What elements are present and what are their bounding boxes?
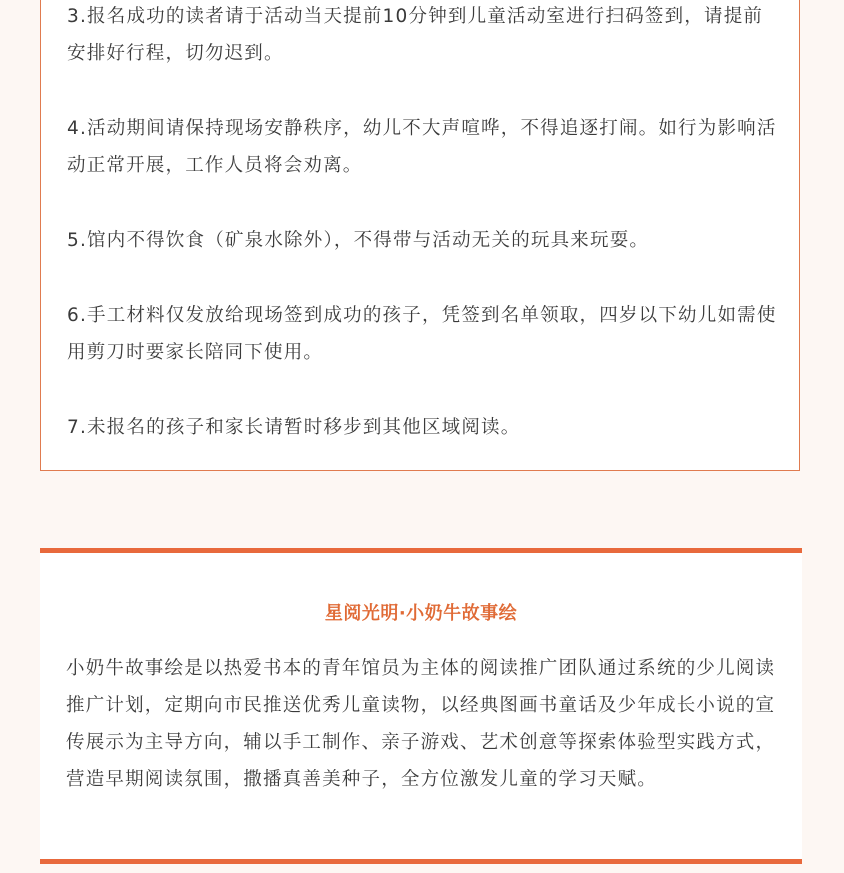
rule-item-6: 6.手工材料仅发放给现场签到成功的孩子，凭签到名单领取，四岁以下幼儿如需使用剪刀时要家长陪同下使用。 (67, 305, 777, 363)
rule-item-7: 7.未报名的孩子和家长请暂时移步到其他区域阅读。 (67, 417, 521, 438)
rule-item-3: 3.报名成功的读者请于活动当天提前10分钟到儿童活动室进行扫码签到，请提前安排好行程，切勿迟到。 (67, 6, 764, 64)
activity-rules-card (40, 0, 800, 471)
story-program-card (40, 548, 802, 864)
rule-item-5: 5.馆内不得饮食（矿泉水除外），不得带与活动无关的玩具来玩耍。 (67, 230, 650, 251)
rule-item-4: 4.活动期间请保持现场安静秩序，幼儿不大声喧哗，不得追逐打闹。如行为影响活动正常开展，工作人员将会劝离。 (67, 118, 777, 176)
section-description: 小奶牛故事绘是以热爱书本的青年馆员为主体的阅读推广团队通过系统的少儿阅读推广计划，定期向市民推送优秀儿童读物，以经典图画书童话及少年成长小说的宣传展示为主导方向，辅以手工制作、亲子游戏、艺术创意等探索体验型实践方式，营造早期阅读氛围，撒播真善美种子，全方位激发儿童的学习天赋。 (66, 658, 776, 790)
section-title: 星阅光明·小奶牛故事绘 (324, 603, 518, 624)
